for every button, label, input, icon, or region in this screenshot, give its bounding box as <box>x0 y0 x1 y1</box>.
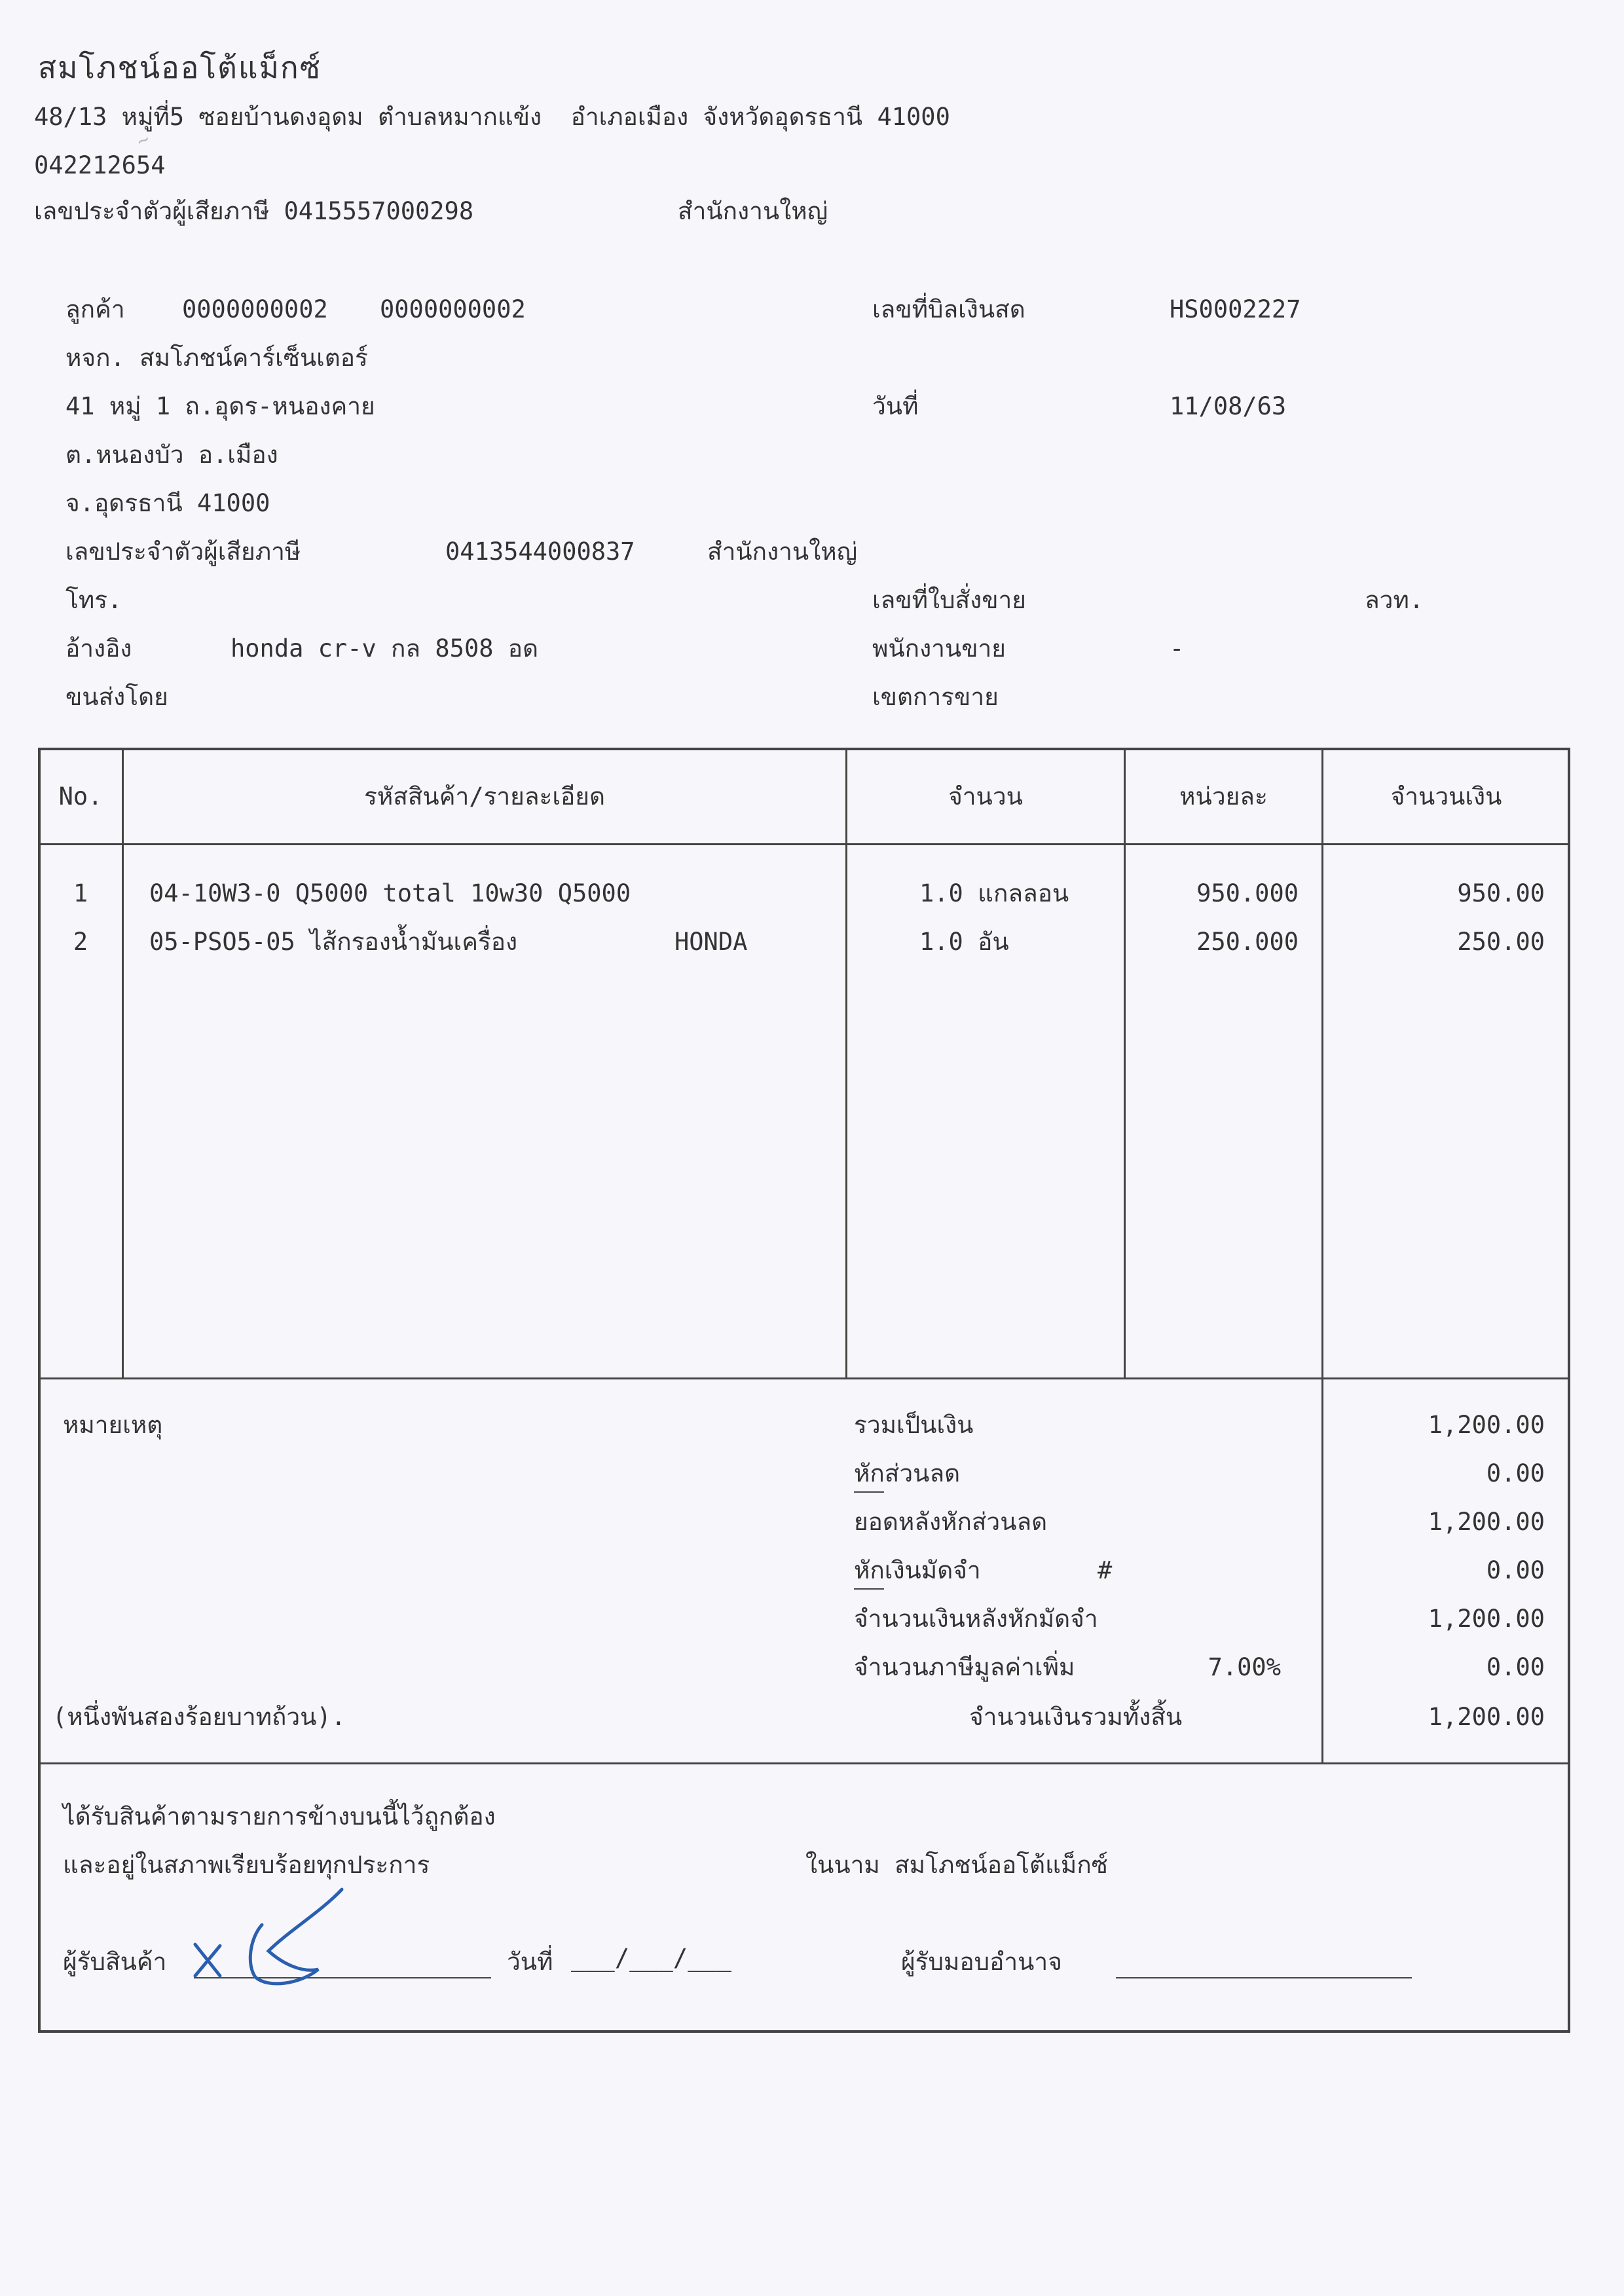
customer-phone-label: โทร. <box>65 586 122 614</box>
discount-underline <box>854 1491 884 1493</box>
authorized-label: ผู้รับมอบอำนาจ <box>901 1948 1062 1976</box>
customer-code-1: 0000000002 <box>182 295 328 323</box>
sales-order-label: เลขที่ใบสั่งขาย <box>872 586 1026 614</box>
row-2-quantity: 1.0 อัน <box>919 928 1009 956</box>
deposit-value: 0.00 <box>1486 1556 1545 1584</box>
header-quantity: จำนวน <box>948 782 1023 811</box>
customer-address-2: ต.หนองบัว อ.เมือง <box>65 441 278 469</box>
row-1-description: 04-10W3-0 Q5000 total 10w30 Q5000 <box>149 879 631 907</box>
company-phone: 042212654 <box>34 151 166 179</box>
deposit-label: หักเงินมัดจำ <box>854 1556 981 1584</box>
remark-label: หมายเหตุ <box>63 1411 163 1439</box>
bill-number: HS0002227 <box>1170 295 1301 323</box>
row-1-quantity: 1.0 แกลลอน <box>919 879 1069 907</box>
sales-zone-label: เขตการขาย <box>872 683 999 711</box>
table-header-divider <box>38 843 1570 845</box>
row-1-amount: 950.00 <box>1457 879 1545 907</box>
summary-divider <box>38 1762 1570 1764</box>
customer-label: ลูกค้า <box>65 295 125 323</box>
row-1-unit-price: 950.000 <box>1196 879 1299 907</box>
col-line-1 <box>122 748 124 1377</box>
vat-label: จำนวนภาษีมูลค่าเพิ่ม <box>854 1653 1075 1681</box>
reference-value: honda cr-v กล 8508 อด <box>231 634 539 663</box>
discount-value: 0.00 <box>1486 1459 1545 1487</box>
table-body-divider <box>38 1377 1570 1379</box>
company-branch: สำนักงานใหญ่ <box>678 197 828 225</box>
after-discount-label: ยอดหลังหักส่วนลด <box>854 1508 1048 1536</box>
reference-label: อ้างอิง <box>65 634 132 663</box>
received-statement-1: ได้รับสินค้าตามรายการข้างบนนี้ไว้ถูกต้อง <box>63 1802 496 1831</box>
header-amount: จำนวนเงิน <box>1390 782 1502 811</box>
salesperson-label: พนักงานขาย <box>872 634 1006 663</box>
company-address: 48/13 หมู่ที่5 ซอยบ้านดงอุดม ตำบลหมากแข้ง อำเภอเมือง จังหวัดอุดรธานี 41000 <box>34 103 950 131</box>
header-no: No. <box>58 782 103 811</box>
subtotal-label: รวมเป็นเงิน <box>854 1411 974 1439</box>
row-2-no: 2 <box>73 928 88 956</box>
company-tax-id: เลขประจำตัวผู้เสียภาษี 0415557000298 <box>34 197 474 225</box>
col-line-3 <box>1124 748 1126 1377</box>
customer-name: หจก. สมโภชน์คาร์เซ็นเตอร์ <box>65 344 368 372</box>
vat-value: 0.00 <box>1486 1653 1545 1681</box>
after-deposit-value: 1,200.00 <box>1428 1605 1545 1633</box>
deposit-mark: # <box>1098 1556 1113 1584</box>
header-unit-price: หน่วยละ <box>1179 782 1268 811</box>
customer-address-1: 41 หมู่ 1 ถ.อุดร-หนองคาย <box>65 392 375 420</box>
salesperson-value: - <box>1170 634 1185 663</box>
row-2-amount: 250.00 <box>1457 928 1545 956</box>
grand-total-label: จำนวนเงินรวมทั้งสิ้น <box>969 1703 1183 1731</box>
discount-label: หักส่วนลด <box>854 1459 961 1487</box>
row-2-unit-price: 250.000 <box>1196 928 1299 956</box>
after-discount-value: 1,200.00 <box>1428 1508 1545 1536</box>
grand-total-value: 1,200.00 <box>1428 1703 1545 1731</box>
after-deposit-label: จำนวนเงินหลังหักมัดจำ <box>854 1605 1098 1633</box>
customer-tax-id: 0413544000837 <box>445 538 635 566</box>
on-behalf-of: ในนาม สมโภชน์ออโต้แม็กซ์ <box>805 1851 1108 1879</box>
customer-code-2: 0000000002 <box>380 295 526 323</box>
receiver-label: ผู้รับสินค้า <box>63 1948 167 1976</box>
col-line-2 <box>845 748 847 1377</box>
received-statement-2: และอยู่ในสภาพเรียบร้อยทุกประการ <box>63 1851 430 1879</box>
receiver-signature <box>190 1886 347 1990</box>
receive-date-label: วันที่ <box>507 1948 553 1976</box>
shipping-label: ขนส่งโดย <box>65 683 168 711</box>
stamp-mark: ~ <box>133 127 154 154</box>
customer-tax-label: เลขประจำตัวผู้เสียภาษี <box>65 538 301 566</box>
subtotal-value: 1,200.00 <box>1428 1411 1545 1439</box>
deposit-underline <box>854 1588 884 1590</box>
row-2-brand: HONDA <box>674 928 748 956</box>
bill-number-label: เลขที่บิลเงินสด <box>872 295 1025 323</box>
amount-in-words: (หนึ่งพันสองร้อยบาทถ้วน). <box>52 1703 346 1731</box>
row-1-no: 1 <box>73 879 88 907</box>
date-label: วันที่ <box>872 392 919 420</box>
authorized-signature-line <box>1116 1977 1412 1978</box>
vat-rate: 7.00% <box>1208 1653 1281 1681</box>
doc-date: 11/08/63 <box>1170 392 1287 420</box>
customer-address-3: จ.อุดรธานี 41000 <box>65 489 270 517</box>
receive-date-blank: ___/___/___ <box>571 1944 732 1972</box>
customer-branch: สำนักงานใหญ่ <box>707 538 858 566</box>
company-name: สมโภชน์ออโต้แม็กซ์ <box>38 50 322 85</box>
row-2-description: 05-PSO5-05 ไส้กรองน้ำมันเครื่อง <box>149 928 518 956</box>
header-description: รหัสสินค้า/รายละเอียด <box>364 782 605 811</box>
sales-order-value: ลวท. <box>1365 586 1424 614</box>
